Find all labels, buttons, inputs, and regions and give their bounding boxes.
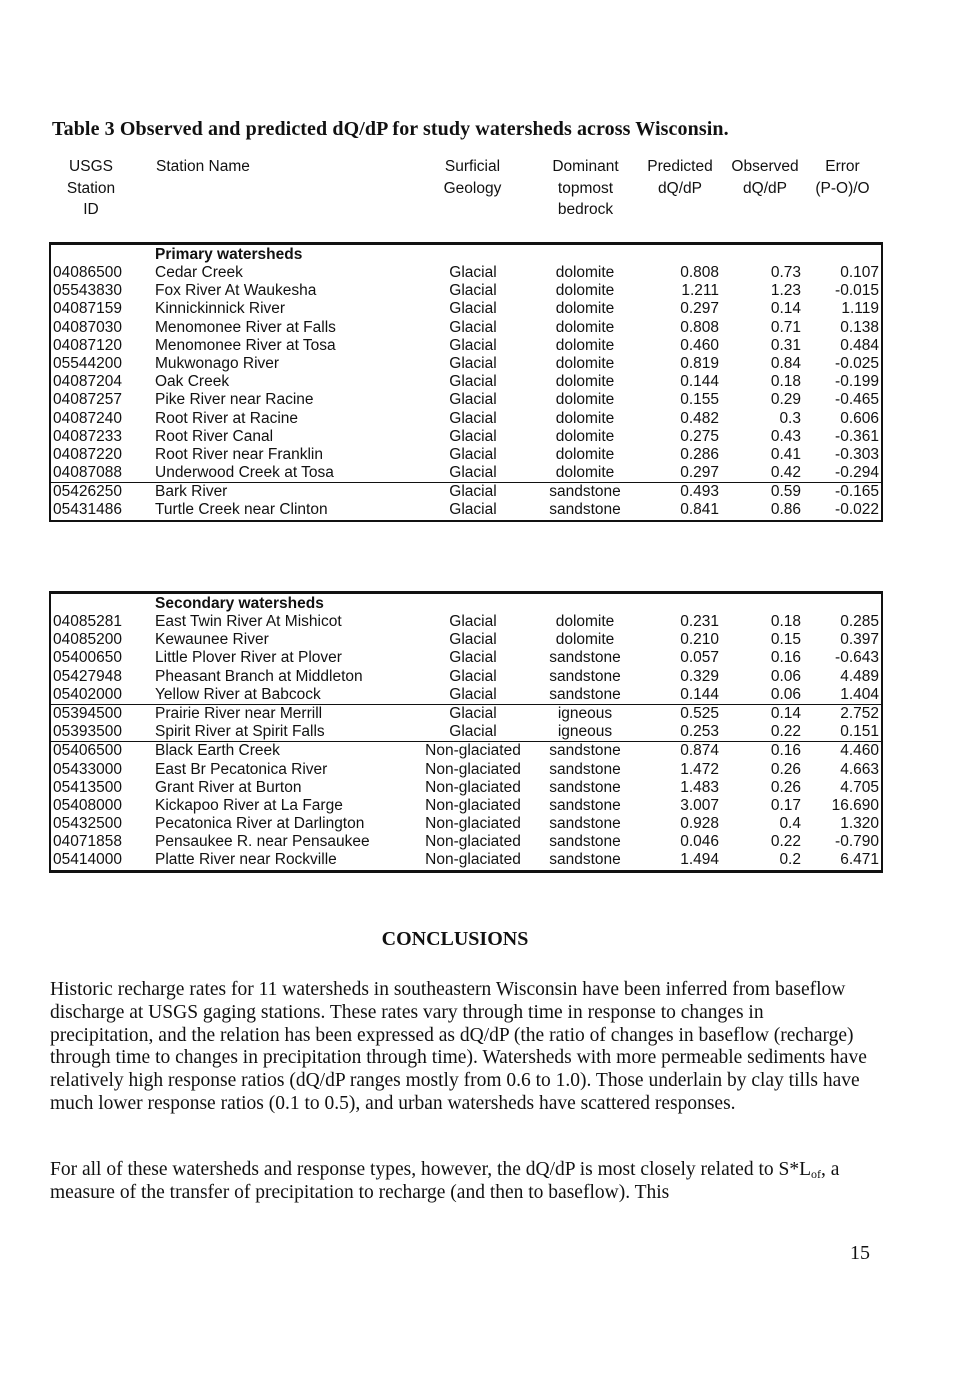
predicted-dqdp: 0.231	[680, 613, 719, 630]
table-row	[51, 483, 881, 501]
predicted-dqdp: 0.210	[680, 631, 719, 649]
predicted-dqdp: 0.841	[680, 501, 719, 519]
row-group	[51, 704, 881, 741]
station-name: Grant River at Burton	[155, 778, 302, 796]
station-id: 04085281	[53, 613, 122, 630]
station-id: 04087240	[53, 409, 122, 427]
observed-dqdp: 0.86	[770, 501, 801, 519]
table-row	[51, 815, 881, 833]
conclusions-heading: CONCLUSIONS	[381, 928, 529, 950]
surficial-geology: Glacial	[449, 631, 497, 649]
station-name: Menomonee River at Tosa	[155, 336, 336, 354]
surficial-geology: Glacial	[449, 264, 497, 281]
table-row	[51, 428, 881, 446]
primary-watersheds-table	[49, 242, 883, 522]
station-id: 04071858	[53, 833, 122, 851]
observed-dqdp: 0.18	[770, 373, 801, 391]
observed-dqdp: 0.14	[770, 300, 801, 318]
observed-dqdp: 0.2	[779, 851, 801, 869]
station-id: 05408000	[53, 796, 122, 814]
header-bedrock: Dominant topmost bedrock	[552, 158, 619, 218]
surficial-geology: Glacial	[449, 427, 497, 445]
error-value: 6.471	[840, 851, 879, 869]
error-value: 1.404	[840, 685, 879, 703]
predicted-dqdp: 1.472	[680, 760, 719, 778]
table-row	[51, 300, 881, 318]
error-value: 16.690	[831, 796, 879, 814]
table-row	[51, 851, 881, 869]
primary-section-title: Primary watersheds	[155, 246, 303, 263]
error-value: -0.790	[835, 833, 879, 851]
station-name: Fox River At Waukesha	[155, 282, 317, 300]
predicted-dqdp: 0.057	[680, 649, 719, 667]
observed-dqdp: 0.22	[770, 833, 801, 851]
predicted-dqdp: 1.494	[680, 851, 719, 869]
table-row	[51, 686, 881, 704]
error-value: -0.199	[835, 373, 879, 391]
predicted-dqdp: 0.482	[680, 409, 719, 427]
bedrock: igneous	[557, 723, 613, 741]
error-value: 0.151	[840, 723, 879, 741]
observed-dqdp: 0.16	[770, 649, 801, 667]
header-surficial-geology: Surficial Geology	[443, 158, 502, 197]
predicted-dqdp: 0.808	[680, 318, 719, 336]
observed-dqdp: 0.16	[770, 742, 801, 760]
error-value: 2.752	[840, 704, 879, 722]
bedrock: sandstone	[549, 742, 621, 760]
station-name: Yellow River at Babcock	[155, 685, 321, 703]
station-id: 04087220	[53, 445, 122, 463]
error-value: 0.606	[840, 409, 879, 427]
table-row	[51, 761, 881, 779]
station-id: 04087030	[53, 318, 122, 336]
station-id: 05544200	[53, 354, 122, 372]
surficial-geology: Glacial	[449, 445, 497, 463]
station-id: 04085200	[53, 631, 122, 649]
predicted-dqdp: 0.253	[680, 723, 719, 741]
bedrock: dolomite	[555, 318, 615, 336]
row-group	[51, 482, 881, 519]
station-name: Cedar Creek	[155, 264, 243, 281]
conclusions-paragraph-1: Historic recharge rates for 11 watersheds in southeastern Wisconsin have been inferred from baseflow discharge at USGS gaging stations. These rates vary through time in response to changes in precipitation, and the relation has been expressed as dQ/dP (the ratio of changes in baseflow (recharge) through time to changes in precipitation through time). Watersheds with more permeable sediments have relatively high response ratios (dQ/dP ranges mostly from 0.6 to 1.0). Those underlain by clay tills have much lower response ratios (0.1 to 0.5), and urban watersheds have scattered responses.	[50, 979, 867, 1114]
predicted-dqdp: 0.808	[680, 264, 719, 281]
bedrock: dolomite	[555, 373, 615, 391]
table-row	[51, 264, 881, 282]
surficial-geology: Non-glaciated	[425, 742, 521, 760]
table-row	[51, 779, 881, 797]
bedrock: dolomite	[555, 613, 615, 630]
observed-dqdp: 0.84	[770, 354, 801, 372]
row-group	[51, 613, 881, 704]
bedrock: dolomite	[555, 445, 615, 463]
observed-dqdp: 0.22	[770, 723, 801, 741]
station-name: Pensaukee R. near Pensaukee	[155, 833, 370, 851]
header-observed: Observed dQ/dP	[731, 158, 799, 197]
surficial-geology: Glacial	[449, 483, 497, 501]
predicted-dqdp: 0.144	[680, 373, 719, 391]
table-row	[51, 282, 881, 300]
error-value: 4.460	[840, 742, 879, 760]
surficial-geology: Glacial	[449, 464, 497, 482]
table-row	[51, 742, 881, 760]
station-name: Bark River	[155, 483, 228, 501]
station-id: 04087120	[53, 336, 122, 354]
bedrock: dolomite	[555, 336, 615, 354]
table-row	[51, 631, 881, 649]
station-id: 05426250	[53, 483, 122, 501]
station-name: Kinnickinnick River	[155, 300, 286, 318]
error-value: 0.285	[840, 613, 879, 630]
error-value: 1.119	[841, 300, 879, 318]
predicted-dqdp: 0.525	[680, 704, 719, 722]
station-id: 04087159	[53, 300, 122, 318]
error-value: -0.294	[835, 464, 879, 482]
surficial-geology: Glacial	[449, 373, 497, 391]
station-id: 05427948	[53, 667, 122, 685]
station-id: 04087233	[53, 427, 122, 445]
bedrock: sandstone	[549, 778, 621, 796]
table-row	[51, 464, 881, 482]
observed-dqdp: 0.43	[770, 427, 801, 445]
surficial-geology: Glacial	[449, 501, 497, 519]
predicted-dqdp: 0.286	[680, 445, 719, 463]
error-value: -0.022	[835, 501, 879, 519]
page-number: 15	[850, 1242, 870, 1264]
observed-dqdp: 0.15	[770, 631, 801, 649]
table-row	[51, 833, 881, 851]
table-row	[51, 613, 881, 631]
bedrock: sandstone	[549, 501, 621, 519]
surficial-geology: Glacial	[449, 667, 497, 685]
bedrock: dolomite	[555, 300, 615, 318]
predicted-dqdp: 0.275	[680, 427, 719, 445]
observed-dqdp: 0.06	[770, 685, 801, 703]
observed-dqdp: 0.73	[770, 264, 801, 281]
error-value: 4.705	[840, 778, 879, 796]
station-id: 05393500	[53, 723, 122, 741]
station-name: Prairie River near Merrill	[155, 704, 323, 722]
error-value: 4.663	[840, 760, 879, 778]
error-value: -0.015	[835, 282, 879, 300]
bedrock: sandstone	[549, 667, 621, 685]
error-value: 0.138	[840, 318, 879, 336]
table-row	[51, 668, 881, 686]
observed-dqdp: 0.06	[770, 667, 801, 685]
table-row	[51, 410, 881, 428]
observed-dqdp: 0.26	[770, 760, 801, 778]
station-id: 05414000	[53, 851, 122, 869]
station-name: East Twin River At Mishicot	[155, 613, 342, 630]
surficial-geology: Glacial	[449, 613, 497, 630]
row-group	[51, 741, 881, 869]
error-value: -0.303	[835, 445, 879, 463]
bedrock: dolomite	[555, 631, 615, 649]
station-name: Menomonee River at Falls	[155, 318, 336, 336]
predicted-dqdp: 0.874	[680, 742, 719, 760]
secondary-section-title: Secondary watersheds	[155, 595, 324, 612]
surficial-geology: Glacial	[449, 723, 497, 741]
predicted-dqdp: 0.329	[680, 667, 719, 685]
header-error: Error (P-O)/O	[815, 158, 870, 197]
station-name: East Br Pecatonica River	[155, 760, 328, 778]
bedrock: dolomite	[555, 391, 615, 409]
station-id: 04086500	[53, 264, 122, 281]
station-name: Little Plover River at Plover	[155, 649, 342, 667]
error-value: -0.361	[835, 427, 879, 445]
station-name: Pheasant Branch at Middleton	[155, 667, 363, 685]
observed-dqdp: 0.17	[770, 796, 801, 814]
error-value: 0.484	[840, 336, 879, 354]
station-name: Kickapoo River at La Farge	[155, 796, 343, 814]
surficial-geology: Glacial	[449, 409, 497, 427]
surficial-geology: Glacial	[449, 354, 497, 372]
bedrock: sandstone	[549, 815, 621, 833]
surficial-geology: Glacial	[449, 282, 497, 300]
station-id: 04087088	[53, 464, 122, 482]
error-value: -0.643	[835, 649, 879, 667]
error-value: 4.489	[840, 667, 879, 685]
station-name: Kewaunee River	[155, 631, 269, 649]
observed-dqdp: 0.41	[770, 445, 801, 463]
table-row	[51, 797, 881, 815]
secondary-watersheds-table	[49, 591, 883, 873]
bedrock: sandstone	[549, 483, 621, 501]
predicted-dqdp: 1.211	[681, 282, 719, 300]
station-id: 05432500	[53, 815, 122, 833]
surficial-geology: Non-glaciated	[425, 760, 521, 778]
observed-dqdp: 0.31	[770, 336, 801, 354]
station-id: 05406500	[53, 742, 122, 760]
predicted-dqdp: 0.819	[680, 354, 719, 372]
surficial-geology: Glacial	[449, 300, 497, 318]
surficial-geology: Glacial	[449, 685, 497, 703]
surficial-geology: Non-glaciated	[425, 833, 521, 851]
surficial-geology: Non-glaciated	[425, 851, 521, 869]
bedrock: sandstone	[549, 760, 621, 778]
surficial-geology: Glacial	[449, 704, 497, 722]
station-name: Root River at Racine	[155, 409, 299, 427]
observed-dqdp: 0.71	[770, 318, 801, 336]
table-row	[51, 723, 881, 741]
station-id: 04087204	[53, 373, 122, 391]
error-value: -0.025	[835, 354, 879, 372]
predicted-dqdp: 0.493	[680, 483, 719, 501]
observed-dqdp: 0.3	[779, 409, 801, 427]
row-group	[51, 264, 881, 482]
table-row	[51, 319, 881, 337]
predicted-dqdp: 0.460	[680, 336, 719, 354]
error-value: 0.107	[840, 264, 879, 281]
bedrock: dolomite	[555, 354, 615, 372]
predicted-dqdp: 0.046	[680, 833, 719, 851]
station-id: 05543830	[53, 282, 122, 300]
bedrock: dolomite	[555, 464, 615, 482]
observed-dqdp: 0.26	[770, 778, 801, 796]
observed-dqdp: 0.14	[770, 704, 801, 722]
table-row	[51, 649, 881, 667]
station-name: Root River Canal	[155, 427, 274, 445]
table-row	[51, 501, 881, 519]
observed-dqdp: 0.18	[770, 613, 801, 630]
bedrock: dolomite	[555, 409, 615, 427]
table-row	[51, 337, 881, 355]
station-name: Pecatonica River at Darlington	[155, 815, 365, 833]
station-name: Spirit River at Spirit Falls	[155, 723, 325, 741]
station-name: Mukwonago River	[155, 354, 280, 372]
observed-dqdp: 0.42	[770, 464, 801, 482]
bedrock: sandstone	[549, 649, 621, 667]
station-id: 05394500	[53, 704, 122, 722]
observed-dqdp: 0.29	[770, 391, 801, 409]
surficial-geology: Glacial	[449, 336, 497, 354]
predicted-dqdp: 1.483	[680, 778, 719, 796]
surficial-geology: Non-glaciated	[425, 778, 521, 796]
station-name: Oak Creek	[155, 373, 230, 391]
surficial-geology: Non-glaciated	[425, 815, 521, 833]
predicted-dqdp: 0.144	[680, 685, 719, 703]
station-name: Black Earth Creek	[155, 742, 280, 760]
station-id: 05400650	[53, 649, 122, 667]
bedrock: dolomite	[555, 264, 615, 281]
error-value: 0.397	[840, 631, 879, 649]
table-row	[51, 355, 881, 373]
header-predicted: Predicted dQ/dP	[647, 158, 713, 197]
bedrock: dolomite	[555, 282, 615, 300]
table-row	[51, 705, 881, 723]
bedrock: sandstone	[549, 796, 621, 814]
station-name: Underwood Creek at Tosa	[155, 464, 334, 482]
station-name: Root River near Franklin	[155, 445, 323, 463]
surficial-geology: Glacial	[449, 649, 497, 667]
bedrock: sandstone	[549, 685, 621, 703]
surficial-geology: Non-glaciated	[425, 796, 521, 814]
observed-dqdp: 1.23	[770, 282, 801, 300]
predicted-dqdp: 0.297	[680, 300, 719, 318]
bedrock: igneous	[557, 704, 613, 722]
observed-dqdp: 0.59	[770, 483, 801, 501]
table-row	[51, 391, 881, 409]
station-id: 04087257	[53, 391, 122, 409]
station-name: Pike River near Racine	[155, 391, 314, 409]
predicted-dqdp: 0.155	[680, 391, 719, 409]
station-name: Platte River near Rockville	[155, 851, 337, 869]
table-row	[51, 446, 881, 464]
error-value: -0.165	[835, 483, 879, 501]
predicted-dqdp: 0.928	[680, 815, 719, 833]
observed-dqdp: 0.4	[779, 815, 801, 833]
table-row	[51, 373, 881, 391]
station-id: 05433000	[53, 760, 122, 778]
header-station-name: Station Name	[156, 158, 250, 175]
station-id: 05413500	[53, 778, 122, 796]
table-caption: Table 3 Observed and predicted dQ/dP for study watersheds across Wisconsin.	[52, 118, 729, 140]
bedrock: sandstone	[549, 851, 621, 869]
surficial-geology: Glacial	[449, 391, 497, 409]
conclusions-paragraph-2: For all of these watersheds and response types, however, the dQ/dP is most closely related to $S*L_{of}$, a measure of the transfer of precipitation to recharge (and then to baseflow). This	[50, 1159, 840, 1203]
bedrock: dolomite	[555, 427, 615, 445]
station-id: 05431486	[53, 501, 122, 519]
error-value: -0.465	[835, 391, 879, 409]
station-id: 05402000	[53, 685, 122, 703]
predicted-dqdp: 3.007	[680, 796, 719, 814]
predicted-dqdp: 0.297	[680, 464, 719, 482]
header-station-id: USGS Station ID	[66, 158, 116, 218]
surficial-geology: Glacial	[449, 318, 497, 336]
error-value: 1.320	[840, 815, 879, 833]
station-name: Turtle Creek near Clinton	[155, 501, 328, 519]
bedrock: sandstone	[549, 833, 621, 851]
